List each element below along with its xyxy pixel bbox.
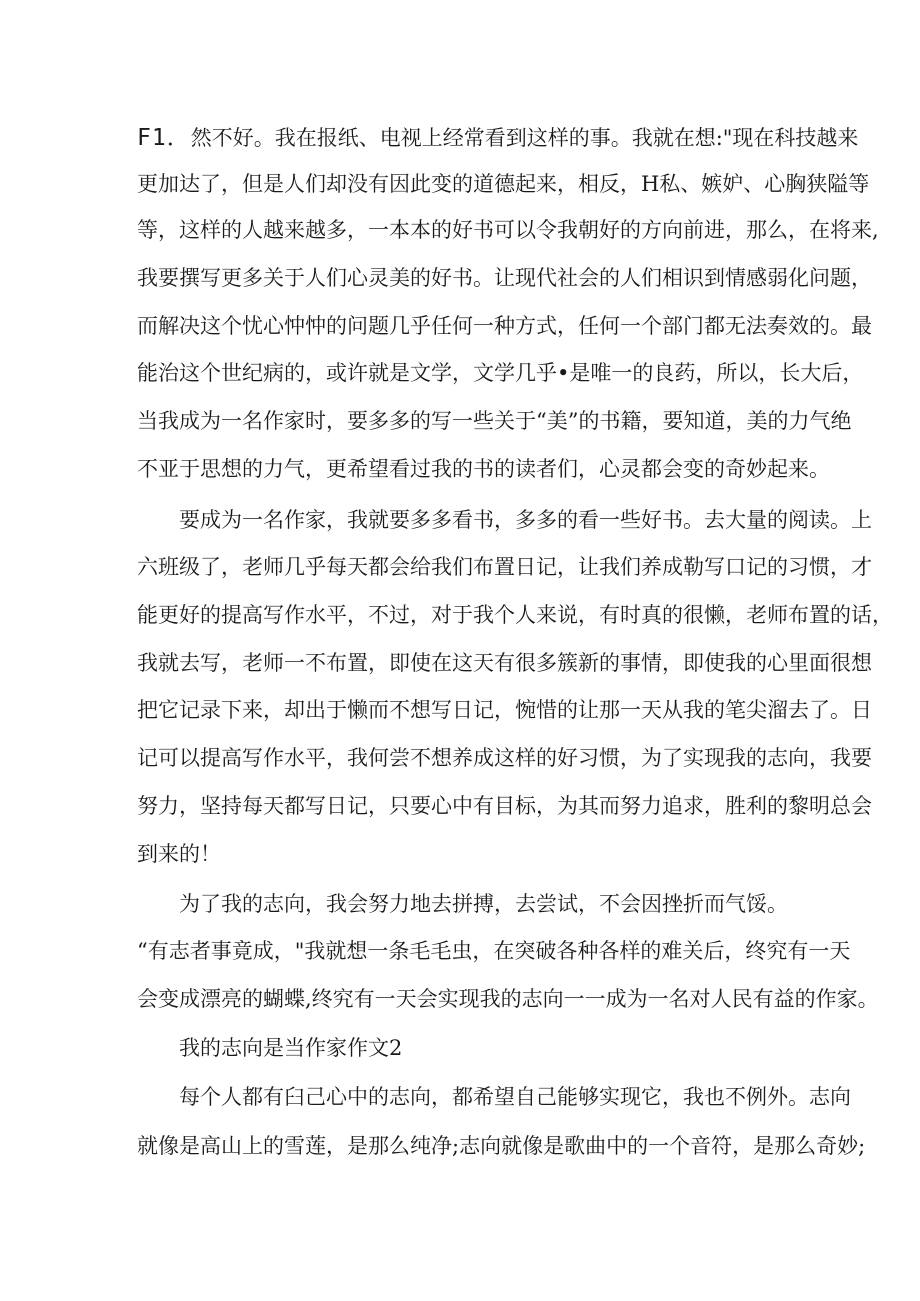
text-line: 我要撰写更多关于人们心灵美的好书。让现代社会的人们相识到情感弱化问题，	[137, 266, 872, 290]
text-line: 记可以提高写作水平，我何尝不想养成这样的好习惯，为了实现我的志向，我要	[137, 746, 872, 770]
paragraph-marker: F1．	[137, 125, 191, 151]
text-line: 不亚于思想的力气，更希望看过我的书的读者们，心灵都会变的奇妙起来。	[137, 457, 830, 481]
text-line: 努力，坚持每天都写日记，只要心中有目标，为其而努力追求，胜利的黎明总会	[137, 794, 872, 818]
text-line: 六班级了，老师几乎每天都会给我们布置日记，让我们养成勒写口记的习惯，才	[137, 555, 872, 579]
paragraph-start-line: 为了我的志向，我会努力地去拼搏，去尝试，不会因挫折而气馁。	[179, 892, 788, 916]
text-line	[137, 120, 859, 156]
text-line: 我就去写，老师一不布置，即使在这天有很多簇新的事情，即使我的心里面很想	[137, 651, 872, 675]
text-line: 更加达了，但是人们却没有因此变的道德起来，相反，H私、嫉妒、心胸狭隘等	[137, 172, 870, 196]
paragraph-start-line: 要成为一名作家，我就要多多看书，多多的看一些好书。去大量的阅读。上	[179, 508, 872, 532]
text-line: 就像是高山上的雪莲，是那么纯净;志向就像是歌曲中的一个音符，是那么奇妙;	[137, 1134, 866, 1158]
paragraph-start-line: 每个人都有臼己心中的志向，都希望自己能够实现它，我也不例外。志向	[179, 1085, 851, 1109]
line-text: 然不好。我在报纸、电视上经常看到这样的事。我就在想:"现在科技越来	[190, 126, 859, 150]
text-line: 能更好的提高写作水平，不过，对于我个人来说，有时真的很懒，老师布置的话，	[137, 603, 893, 627]
text-line: 能治这个世纪病的，或许就是文学，文学几乎•是唯一的良药，所以，长大后，	[137, 361, 864, 385]
section-heading: 我的志向是当作家作文2	[179, 1036, 403, 1060]
text-line: 等，这样的人越来越多，一本本的好书可以令我朝好的方向前进，那么，在将来,	[137, 218, 879, 242]
text-line: 当我成为一名作家时，要多多的写一些关于“美”的书籍，要知道，美的力气绝	[137, 409, 852, 433]
text-line: 到来的！	[137, 842, 221, 866]
text-line: “有志者事竟成，"我就想一条毛毛虫，在突破各种各样的难关后，终究有一天	[137, 939, 851, 963]
text-line: 而解决这个忧心忡忡的问题几乎任何一种方式，任何一个部门都无法奏效的。最	[137, 314, 872, 338]
text-line: 会变成漂亮的蝴蝶,终究有一天会实现我的志向一一成为一名对人民有益的作家。	[137, 987, 879, 1011]
text-line: 把它记录下来，却出于懒而不想写日记，惋惜的让那一天从我的笔尖溜去了。日	[137, 698, 872, 722]
